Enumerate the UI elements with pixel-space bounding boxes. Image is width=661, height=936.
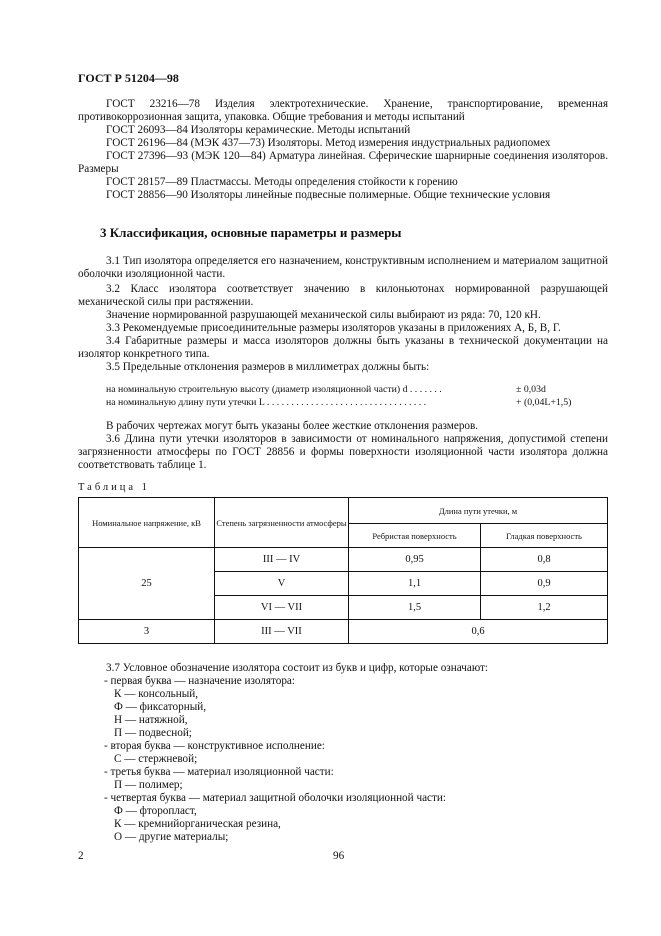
list-item: К — консольный, <box>114 688 199 700</box>
para-3-7: 3.7 Условное обозначение изолятора состоит из букв и цифр, которые означают: <box>106 662 489 674</box>
para-3-3: 3.3 Рекомендуемые присоединительные размеры изоляторов указаны в приложениях А, Б, В, Г. <box>106 322 561 334</box>
list-item: П — полимер; <box>114 779 183 791</box>
list-item: Ф — фиксаторный, <box>114 701 207 713</box>
deviation-height-label: на номинальную строительную высоту (диаметр изоляционной части) d . . . . . . . <box>106 384 442 395</box>
list-item: К — кремнийорганическая резина, <box>114 818 281 830</box>
para-3-2: 3.2 Класс изолятора соответствует значению в килоньютонах нормированной разрушающей механической силы при растяжении. <box>78 283 608 308</box>
deviation-length-value: + (0,04L+1,5) <box>516 397 572 408</box>
header-length: Длина пути утечки, м <box>349 498 608 524</box>
cell-smooth: 1,2 <box>481 596 608 620</box>
table-row <box>79 548 608 572</box>
list-item: Н — натяжной, <box>114 714 188 726</box>
cell-degree: VI — VII <box>215 596 349 620</box>
cell-degree: III — IV <box>215 548 349 572</box>
header-voltage: Номинальное напряжение, кВ <box>79 498 215 548</box>
cell-degree: V <box>215 572 349 596</box>
list-item: О — другие материалы; <box>114 831 229 843</box>
cell-smooth: 0,8 <box>481 548 608 572</box>
cell-length-merged: 0,6 <box>349 620 608 644</box>
section-title: 3 Классификация, основные параметры и размеры <box>100 225 402 240</box>
para-3-4: 3.4 Габаритные размеры и масса изоляторов должны быть указаны в технической документации на изолятор конкретного типа. <box>78 335 608 360</box>
list-item: С — стержневой; <box>114 753 198 765</box>
cell-ribbed: 1,1 <box>349 572 481 596</box>
deviation-length-label: на номинальную длину пути утечки L . . . . . . . . . . . . . . . . . . . . . . . . . . . . . . . . . <box>106 397 427 408</box>
table-caption: Таблица 1 <box>78 482 150 493</box>
ref-gost-23216: ГОСТ 23216—78 Изделия электротехнические. Хранение, транспортирование, временная противокоррозионная защита, упаковка. Общие требования и методы испытаний <box>78 98 608 123</box>
list-item: - четвертая буква — материал защитной оболочки изоляционной части: <box>104 792 446 804</box>
list-item: - первая буква — назначение изолятора: <box>104 675 296 687</box>
page-number-center: 96 <box>333 850 345 862</box>
list-item: - вторая буква — конструктивное исполнение: <box>104 740 325 752</box>
ref-gost-27396: ГОСТ 27396—93 (МЭК 120—84) Арматура линейная. Сферические шарнирные соединения изоляторов. Размеры <box>78 150 608 175</box>
ref-gost-28856: ГОСТ 28856—90 Изоляторы линейные подвесные полимерные. Общие технические условия <box>106 189 551 201</box>
document-header: ГОСТ Р 51204—98 <box>78 71 179 85</box>
para-3-1: 3.1 Тип изолятора определяется его назначением, конструктивным исполнением и материалом защитной оболочки изоляционной части. <box>78 255 608 280</box>
cell-degree: III — VII <box>215 620 349 644</box>
header-smooth: Гладкая поверхность <box>481 524 608 548</box>
header-ribbed: Ребристая поверхность <box>349 524 481 548</box>
cell-ribbed: 0,95 <box>349 548 481 572</box>
designation-list <box>104 675 446 844</box>
table-row <box>79 620 608 644</box>
cell-ribbed: 1,5 <box>349 596 481 620</box>
page-number-left: 2 <box>78 850 84 862</box>
deviation-height-value: ± 0,03d <box>516 384 546 395</box>
list-item: Ф — фторопласт, <box>114 805 197 817</box>
cell-smooth: 0,9 <box>481 572 608 596</box>
cell-voltage-25: 25 <box>79 548 215 620</box>
deviation-length <box>106 396 606 409</box>
para-3-5: 3.5 Предельные отклонения размеров в миллиметрах должны быть: <box>106 361 430 373</box>
ref-gost-26196: ГОСТ 26196—84 (МЭК 437—73) Изоляторы. Метод измерения индустриальных радиопомех <box>106 137 551 149</box>
cell-voltage-3: 3 <box>79 620 215 644</box>
para-3-2-values: Значение нормированной разрушающей механической силы выбирают из ряда: 70, 120 кН. <box>106 309 541 321</box>
deviation-height <box>106 383 606 396</box>
para-3-6: 3.6 Длина пути утечки изоляторов в зависимости от номинального напряжения, допустимой степени загрязненности атмосферы по ГОСТ 28856 и формы поверхности изоляционной части изолятора должна соответствовать таблице 1. <box>78 433 608 471</box>
ref-gost-26093: ГОСТ 26093—84 Изоляторы керамические. Методы испытаний <box>106 124 411 136</box>
ref-gost-28157: ГОСТ 28157—89 Пластмассы. Методы определения стойкости к горению <box>106 176 458 188</box>
para-3-5-note: В рабочих чертежах могут быть указаны более жесткие отклонения размеров. <box>106 420 479 432</box>
header-degree: Степень загрязненности атмосферы <box>215 498 349 548</box>
leakage-table <box>78 497 608 644</box>
list-item: - третья буква — материал изоляционной части: <box>104 766 334 778</box>
list-item: П — подвесной; <box>114 727 192 739</box>
